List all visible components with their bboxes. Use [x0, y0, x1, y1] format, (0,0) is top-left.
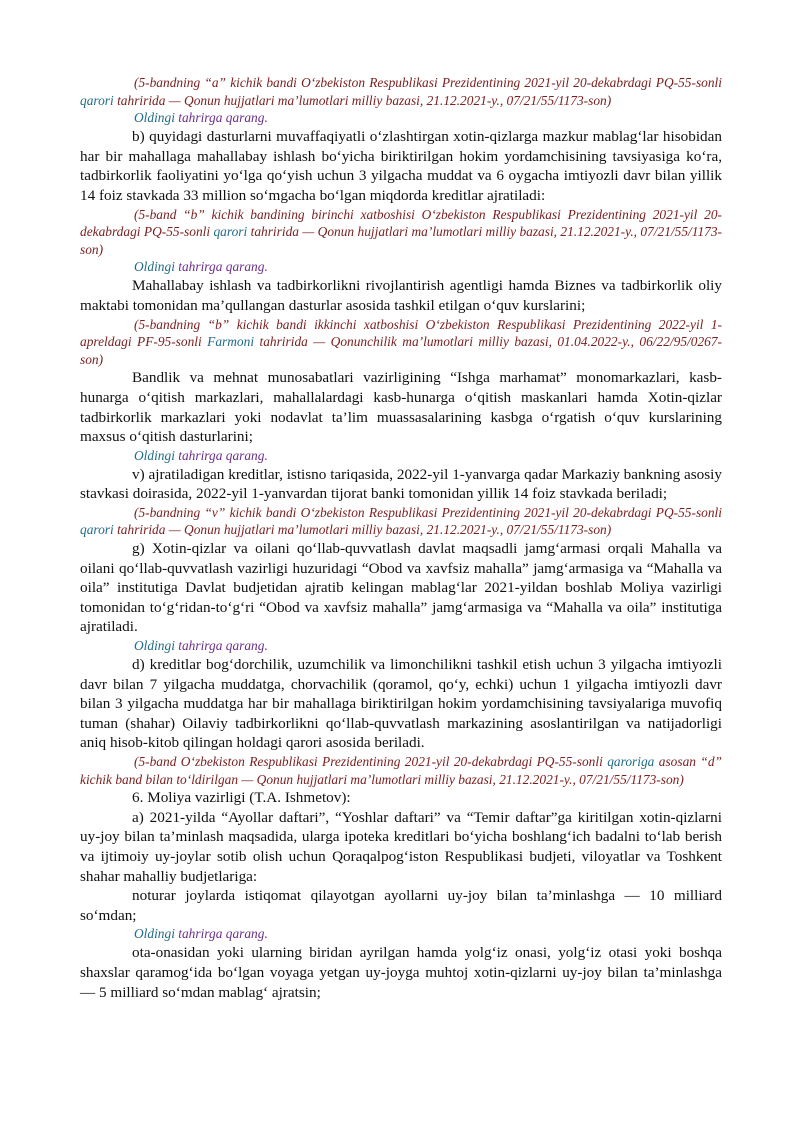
amendment-note [80, 206, 722, 259]
previous-label[interactable]: Oldingi [134, 110, 175, 126]
previous-version-link[interactable] [80, 637, 722, 655]
paragraph: noturar joylarda istiqomat qilayotgan ayollarni uy-joy bilan ta’minlashga — 10 milliard so‘mdan; [80, 887, 722, 924]
note-text: (5-bandning “b” kichik bandi ikkinchi xatboshisi O‘zbekiston Respublikasi Prezidentining 2022-yil 1-apreldagi PF-95-sonli [80, 316, 722, 350]
paragraph: g) Xotin-qizlar va oilani qo‘llab-quvvatlash davlat maqsadli jamg‘armasi orqali Mahalla va oilani qo‘llab-quvvatlash vazirligi huzuridagi “Obod va xavfsiz mahalla” jamg‘armasiga va “Mahalla va oila” institutiga Davlat budjetidan ajratib kelingan mablag‘lar 2021-yildan boshlab Moliya vazirligi tomonidan to‘g‘ridan-to‘g‘ri “Obod va xavfsiz mahalla” jamg‘armasiga va “Mahalla va oila” institutiga ajratiladi. [80, 540, 722, 636]
note-text: tahririda — Qonun hujjatlari ma’lumotlari milliy bazasi, 21.12.2021-y., 07/21/55/1173-son) [113, 522, 612, 538]
paragraph: Bandlik va mehnat munosabatlari vazirligining “Ishga marhamat” monomarkazlari, kasb-hunarga o‘qitish markazlari, mahallalardagi kasb-hunarga o‘qitish maskanlari hamda Xotin-qizlar tadbirkorlik markazlari yoki nodavlat ta’lim muassasalarining kasbga o‘rgatish o‘quv kurslarining maxsus o‘qitish dasturlarini; [80, 369, 722, 446]
previous-version-link[interactable] [80, 258, 722, 276]
note-text: (5-band O‘zbekiston Respublikasi Prezidentining 2021-yil 20-dekabrdagi PQ-55-sonli [134, 754, 608, 769]
paragraph: b) quyidagi dasturlarni muvaffaqiyatli o‘zlashtirgan xotin-qizlarga mazkur mablag‘lar hisobidan har bir mahallaga mahallabay ishlash bo‘yicha biriktirilgan hokim yordamchisining tavsiyasiga ko‘ra, tadbirkorlik faoliyatini yo‘lga qo‘yish uchun 3 yilgacha muddat va 6 oygacha imtiyozli davr bilan yillik 14 foiz stavkada 33 million so‘mgacha bo‘lgan miqdorda kreditlar ajratiladi: [80, 128, 722, 204]
note-text: tahririda — Qonunchilik ma’lumotlari milliy bazasi, 01.04.2022-y., 06/22/95/0267-son) [80, 334, 722, 367]
see-label[interactable]: tahrirga qarang. [174, 447, 268, 463]
resolution-link[interactable]: qarori [213, 224, 248, 240]
resolution-link[interactable]: qaroriga [607, 754, 655, 769]
previous-label[interactable]: Oldingi [134, 638, 175, 654]
see-label[interactable]: tahrirga qarang. [174, 926, 268, 942]
see-label[interactable]: tahrirga qarang. [174, 110, 268, 126]
paragraph: d) kreditlar bog‘dorchilik, uzumchilik va limonchilikni tashkil etish uchun 3 yilgacha imtiyozli davr bilan 7 yilgacha muddatga, chorvachilik (qoramol, qo‘y, echki) uchun 1 yilgacha imtiyozli davr bilan 3 yilgacha muddatga har bir mahallaga biriktirilgan hokim yordamchisining tavsiyalariga muvofiq tuman (shahar) Oilaviy tadbirkorlikni qo‘llab-quvvatlash markazining asoslantirilgan va natijadorligi aniq hisob-kitob qilingan holdagi qarori asosida beriladi. [80, 656, 722, 752]
note-text: tahririda — Qonun hujjatlari ma’lumotlari milliy bazasi, 21.12.2021-y., 07/21/55/1173-son) [80, 224, 723, 257]
previous-label[interactable]: Oldingi [134, 447, 175, 463]
previous-version-link[interactable] [80, 925, 722, 943]
see-label[interactable]: tahrirga qarang. [174, 259, 268, 275]
amendment-note [80, 74, 722, 109]
note-text: (5-bandning “a” kichik bandi O‘zbekiston Respublikasi Prezidentining 2021-yil 20-dekabrdagi PQ-55-sonli [134, 75, 722, 90]
paragraph: v) ajratiladigan kreditlar, istisno tariqasida, 2022-yil 1-yanvarga qadar Markaziy bankning asosiy stavkasi doirasida, 2022-yil 1-yanvardan tijorat banki tomonidan yillik 14 foiz stavkada beriladi; [80, 465, 722, 503]
amendment-note [80, 504, 722, 539]
previous-version-link[interactable] [80, 109, 722, 127]
amendment-note [80, 753, 722, 788]
paragraph: a) 2021-yilda “Ayollar daftari”, “Yoshlar daftari” va “Temir daftar”ga kiritilgan xotin-qizlarni uy-joy bilan ta’minlash maqsadida, ularga ipoteka kreditlari bo‘yicha boshlang‘ich badalni to‘lab berish va ijtimoiy uy-joylar sotib olish uchun Qoraqalpog‘iston Respublikasi budjeti, viloyatlar va Toshkent shahar mahalliy budjetlariga: [80, 808, 722, 885]
previous-label[interactable]: Oldingi [134, 259, 175, 275]
paragraph: 6. Moliya vazirligi (T.A. Ishmetov): [132, 789, 351, 807]
resolution-link[interactable]: qarori [80, 92, 114, 108]
note-text: tahririda — Qonun hujjatlari ma’lumotlari milliy bazasi, 21.12.2021-y., 07/21/55/1173-son) [113, 92, 612, 108]
note-text: asosan “d” kichik band bilan to‘ldirilgan — Qonun hujjatlari ma’lumotlari milliy bazasi, 21.12.2021-y., 07/21/55/1173-son) [80, 754, 722, 787]
previous-label[interactable]: Oldingi [134, 926, 175, 942]
note-text: (5-bandning “v” kichik bandi O‘zbekiston Respublikasi Prezidentining 2021-yil 20-dekabrdagi PQ-55-sonli [134, 504, 722, 520]
previous-version-link[interactable] [80, 447, 722, 465]
see-label[interactable]: tahrirga qarang. [174, 638, 268, 654]
paragraph: Mahallabay ishlash va tadbirkorlikni rivojlantirish agentligi hamda Biznes va tadbirkorlik oliy maktabi tomonidan ma’qullangan dasturlar asosida tashkil etilgan o‘quv kurslarini; [80, 277, 722, 314]
resolution-link[interactable]: qarori [80, 522, 114, 538]
paragraph: ota-onasidan yoki ularning biridan ayrilgan hamda yolg‘iz onasi, yolg‘iz otasi yoki boshqa shaxslar qaramog‘ida bo‘lgan voyaga yetgan uy-joyga muhtoj xotin-qizlarni uy-joy bilan ta’minlashga — 5 milliard so‘mdan mablag‘ ajratsin; [80, 944, 722, 1001]
note-text: (5-band “b” kichik bandining birinchi xatboshisi O‘zbekiston Respublikasi Prezidentining 2021-yil 20-dekabrdagi PQ-55-sonli [80, 206, 722, 240]
amendment-note [80, 316, 722, 369]
decree-link[interactable]: Farmoni [207, 334, 255, 350]
